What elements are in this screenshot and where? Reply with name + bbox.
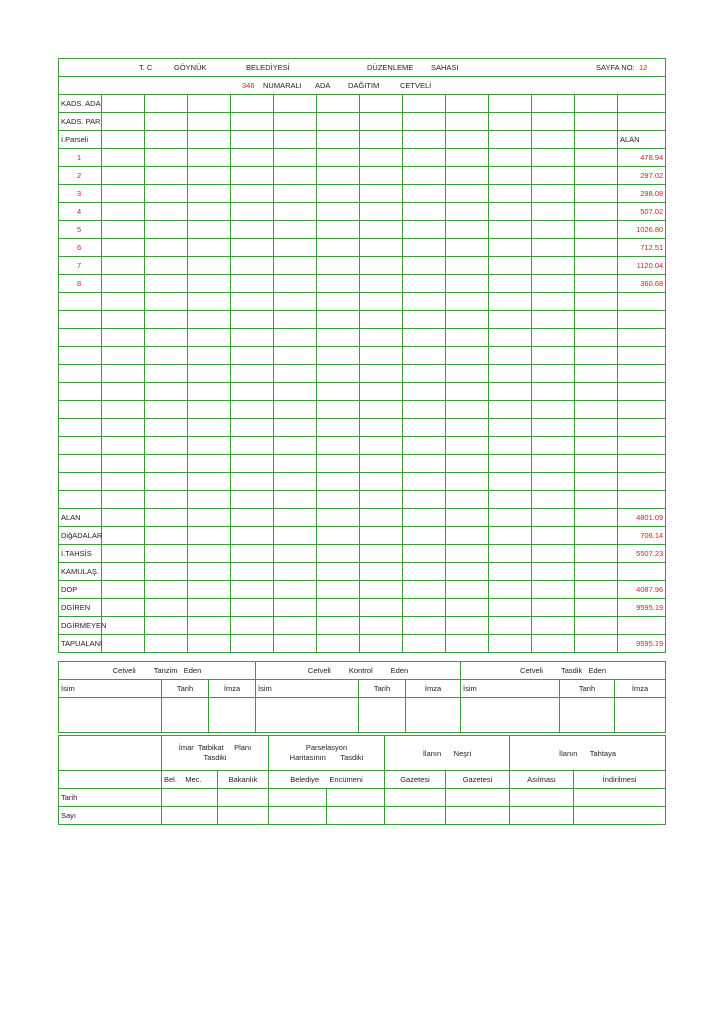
summary-value: 5507.23: [618, 545, 666, 563]
dagitim-label: DAĞITIM: [348, 81, 380, 90]
isim-label: İsim: [461, 680, 560, 698]
town-name: GÖYNÜK: [174, 63, 207, 72]
parcel-area: 1120.04: [618, 257, 666, 275]
blank-row: [59, 491, 666, 509]
summary-value: [618, 563, 666, 581]
signature-blank-row: [59, 698, 666, 733]
blank-row: [59, 419, 666, 437]
ada-number: 346: [242, 81, 255, 90]
parcel-row: [59, 185, 666, 203]
blank-row: [59, 383, 666, 401]
municipality-label: BELEDİYESİ: [246, 63, 290, 72]
blank-row: [59, 473, 666, 491]
bakanlik-label: Bakanlık: [218, 771, 269, 789]
tarih-row: [59, 789, 666, 807]
ilanin-tahtaya-title: İlanın Tahtaya: [510, 736, 666, 771]
summary-value: [618, 617, 666, 635]
parcel-number: 1: [59, 149, 102, 167]
summary-row: [59, 581, 666, 599]
imza-label: İmza: [209, 680, 256, 698]
summary-row: [59, 509, 666, 527]
parcel-area: 507.02: [618, 203, 666, 221]
gazetesi-label: Gazetesi: [385, 771, 446, 789]
sayi-label: Sayı: [59, 807, 162, 825]
blank-row: [59, 401, 666, 419]
tarih-label: Tarih: [560, 680, 615, 698]
parcel-row: [59, 203, 666, 221]
belediye-encumeni-label: Belediye Encümeni: [269, 771, 385, 789]
cetveli-label: CETVELİ: [400, 81, 432, 90]
parcel-row: [59, 221, 666, 239]
summary-row: [59, 563, 666, 581]
imar-plan-title: İmar Tatbikat Planı Tasdiki: [162, 736, 269, 771]
summary-label: DOP: [59, 581, 102, 599]
parcel-number: 6: [59, 239, 102, 257]
blank-row: [59, 455, 666, 473]
summary-label: DGİREN: [59, 599, 102, 617]
distribution-table: [58, 58, 666, 653]
indirilmesi-label: İndirilmesi: [574, 771, 666, 789]
sayi-row: [59, 807, 666, 825]
summary-row: [59, 545, 666, 563]
summary-label: KAMULAŞ.: [59, 563, 102, 581]
signature-titles-row: [59, 662, 666, 680]
parcel-area: 712.51: [618, 239, 666, 257]
parcel-number: 8: [59, 275, 102, 293]
parcel-row: [59, 275, 666, 293]
numarali-label: NUMARALI: [263, 81, 302, 90]
area-word: SAHASI: [431, 63, 459, 72]
summary-label: İ.TAHSİS: [59, 545, 102, 563]
parseli-row: [59, 131, 666, 149]
ilanin-nesri-title: İlanın Neşri: [385, 736, 510, 771]
asilmasi-label: Asılması: [510, 771, 574, 789]
summary-label: DiğADALAR: [59, 527, 102, 545]
summary-row: [59, 635, 666, 653]
page-number: 12: [639, 63, 648, 72]
imza-label: İmza: [406, 680, 461, 698]
tarih-label: Tarih: [162, 680, 209, 698]
kontrol-eden-title: Cetveli Kontrol Eden: [256, 662, 461, 680]
parcel-number: 3: [59, 185, 102, 203]
imza-label: İmza: [615, 680, 666, 698]
row-label: KADS. PAR: [59, 113, 102, 131]
parcel-area: 1026.80: [618, 221, 666, 239]
summary-row: [59, 527, 666, 545]
blank-row: [59, 437, 666, 455]
alan-column-header: ALAN: [618, 131, 666, 149]
parcel-number: 5: [59, 221, 102, 239]
blank-rows: [59, 293, 666, 509]
parcel-rows: [59, 149, 666, 293]
summary-row: [59, 599, 666, 617]
distribution-sheet: [58, 58, 665, 825]
parcel-row: [59, 149, 666, 167]
parcel-area: 298.08: [618, 185, 666, 203]
zone-label: DÜZENLEME: [367, 63, 414, 72]
approval-titles-row: [59, 736, 666, 771]
summary-value: 9595.19: [618, 599, 666, 617]
row-label: İ.Parseli: [59, 131, 102, 149]
tarih-label: Tarih: [59, 789, 162, 807]
summary-value: 4801.09: [618, 509, 666, 527]
blank-row: [59, 293, 666, 311]
gazetesi-label: Gazetesi: [446, 771, 510, 789]
parcel-row: [59, 239, 666, 257]
summary-value: 9595.19: [618, 635, 666, 653]
parselasyon-title: Parselasyon Haritasının Tasdiki: [269, 736, 385, 771]
parcel-area: 360.68: [618, 275, 666, 293]
ada-label: ADA: [315, 81, 331, 90]
bel-mec-label: Bel. Mec.: [162, 771, 218, 789]
summary-label: TAPUALANI: [59, 635, 102, 653]
tc-label: T. C: [139, 63, 153, 72]
kads-par-row: [59, 113, 666, 131]
summary-rows: [59, 509, 666, 653]
blank-row: [59, 311, 666, 329]
summary-label: DGİRMEYEN: [59, 617, 102, 635]
subtitle-row: [59, 77, 666, 95]
approvals-table: [58, 735, 666, 825]
summary-row: [59, 617, 666, 635]
approval-subtitles-row: [59, 771, 666, 789]
kads-ada-row: [59, 95, 666, 113]
title-row: [59, 59, 666, 77]
summary-value: 706.14: [618, 527, 666, 545]
row-label: KADS. ADA: [59, 95, 102, 113]
tarih-label: Tarih: [359, 680, 406, 698]
signature-fields-row: [59, 680, 666, 698]
parcel-row: [59, 167, 666, 185]
parcel-number: 4: [59, 203, 102, 221]
parcel-number: 7: [59, 257, 102, 275]
isim-label: İsim: [256, 680, 359, 698]
tanzim-eden-title: Cetveli Tanzim Eden: [59, 662, 256, 680]
blank-row: [59, 329, 666, 347]
parcel-number: 2: [59, 167, 102, 185]
isim-label: İsim: [59, 680, 162, 698]
blank-row: [59, 365, 666, 383]
summary-value: 4087.96: [618, 581, 666, 599]
page-label: SAYFA NO:: [596, 63, 635, 72]
parcel-area: 478.94: [618, 149, 666, 167]
blank-row: [59, 347, 666, 365]
tasdik-eden-title: Cetveli Tasdik Eden: [461, 662, 666, 680]
summary-label: ALAN: [59, 509, 102, 527]
signature-table: [58, 661, 666, 733]
parcel-row: [59, 257, 666, 275]
parcel-area: 297.02: [618, 167, 666, 185]
